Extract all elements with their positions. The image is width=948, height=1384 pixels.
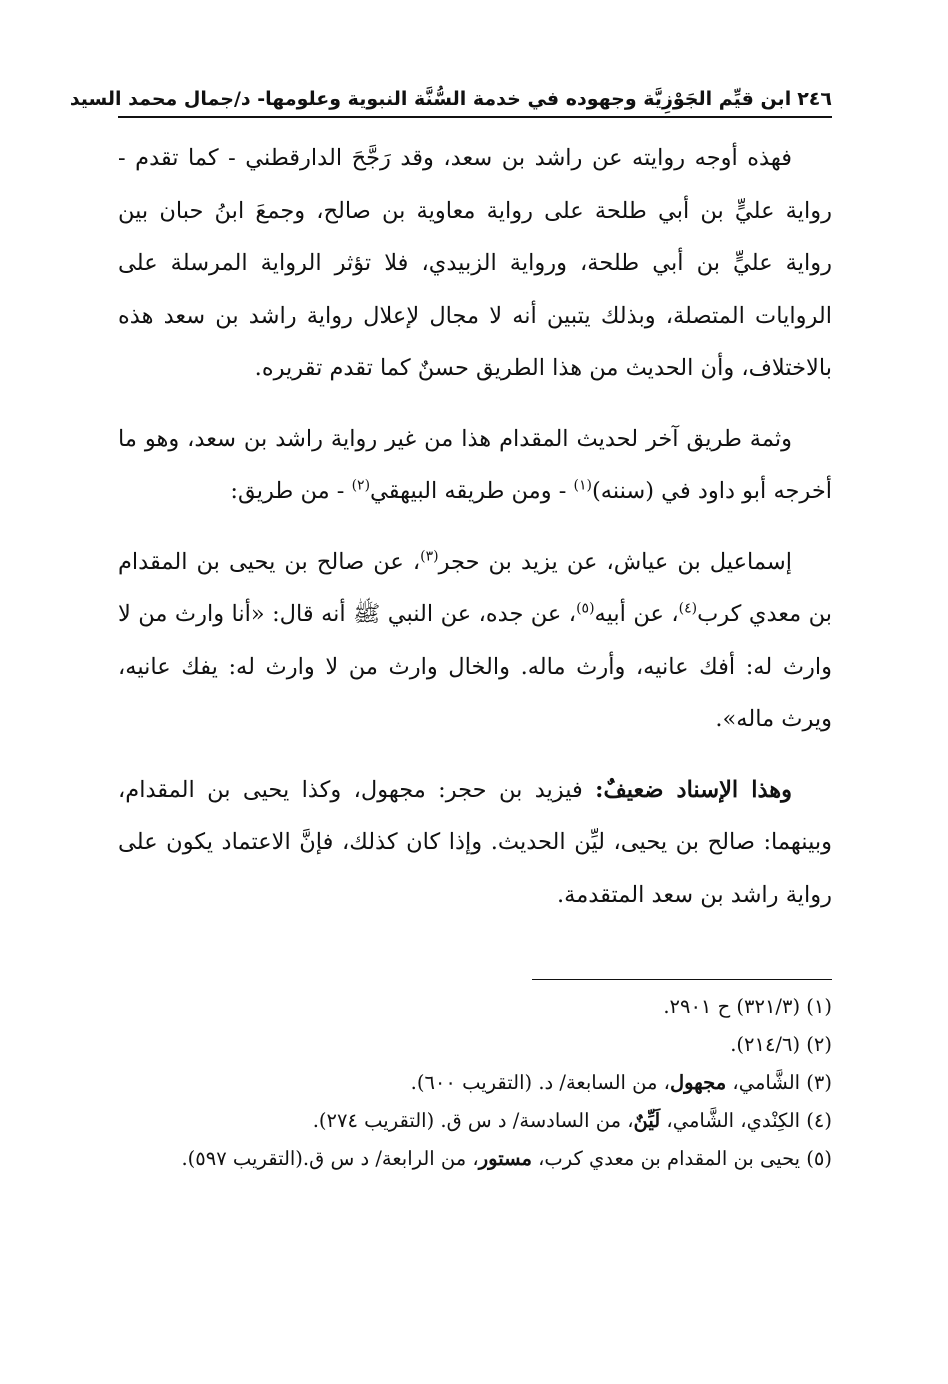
footnote-3-text-c: ، من السابعة/ د. (التقريب ٦٠٠). [410, 1071, 670, 1094]
footnote-ref-5[interactable]: (٥) [576, 600, 595, 617]
paragraph-3 [118, 536, 832, 746]
footnote-ref-4[interactable]: (٤) [678, 600, 698, 617]
paragraph-3-text-a: إسماعيل بن عياش، عن يزيد بن حجر [438, 548, 792, 575]
footnote-3-grade: مجهول [669, 1071, 727, 1094]
paragraph-4-bold-lead: وهذا الإسناد ضعيفٌ: [595, 776, 793, 803]
page-number: ٢٤٦ [797, 88, 832, 110]
paragraph-4-text: فيزيد بن حجر: مجهول، وكذا يحيى بن المقدام، وبينهما: صالح بن يحيى، ليِّن الحديث. وإذا كان كذلك، فإنَّ الاعتماد يكون على رواية راشد بن سعد المتقدمة. [118, 776, 832, 908]
footnote-4-text-a: (٤) الكِنْدي، الشَّامي، [660, 1109, 832, 1132]
paragraph-2-text-b: - ومن طريقه البيهقي [370, 478, 574, 504]
footnote-4 [118, 1102, 832, 1140]
footnote-ref-3[interactable]: (٣) [420, 548, 439, 564]
footnote-5-text-a: (٥) يحيى بن المقدام بن معدي كرب، [531, 1147, 832, 1170]
footnote-3 [118, 1064, 832, 1102]
footnote-1: (١) (٣٢١/٣) ح ٢٩٠١. [663, 995, 832, 1018]
running-header [69, 88, 832, 118]
footnote-4-text-c: ، من السادسة/ د س ق. (التقريب ٢٧٤). [312, 1109, 634, 1132]
paragraph-1: فهذه أوجه روايته عن راشد بن سعد، وقد رَجَّحَ الدارقطني - كما تقدم - رواية عليٍّ بن أبي طلحة على رواية معاوية بن صالح، وجمعَ ابنُ حبان بين رواية عليٍّ بن أبي طلحة، ورواية الزبيدي، فلا تؤثر الرواية المرسلة على الروايات المتصلة، وبذلك يتبين أنه لا مجال لإعلال رواية راشد بن سعد هذه بالاختلاف، وأن الحديث من هذا الطريق حسنٌ كما تقدم تقريره. [118, 145, 832, 381]
footnote-separator [532, 979, 832, 980]
paragraph-3-text-c: ، عن أبيه [594, 601, 679, 627]
paragraph-2 [118, 413, 832, 518]
footnotes [118, 988, 832, 1178]
paragraph-2-text-c: - من طريق: [230, 478, 352, 504]
main-text [118, 132, 832, 921]
footnote-ref-2[interactable]: (٢) [351, 477, 371, 494]
footnote-2: (٢) (٢١٤/٦). [730, 1033, 832, 1056]
paragraph-3-text-d: ، عن جده، عن النبي ﷺ أنه قال: «أنا وارث من لا وارث له: أفك عانيه، وأرث ماله. والخال وارث من لا وارث له: يفك عانيه، ويرث ماله». [118, 601, 832, 732]
running-title: ابن قيِّم الجَوْزِيَّة وجهوده في خدمة السُّنَّة النبوية وعلومها- د/جمال محمد السيد [69, 88, 792, 110]
footnote-5 [118, 1140, 832, 1178]
footnote-4-grade: لَيِّنٌ [633, 1109, 661, 1132]
paragraph-3-text-b: ، عن صالح بن يحيى بن المقدام بن معدي كرب [118, 548, 832, 627]
footnote-5-text-c: ، من الرابعة/ د س ق.(التقريب ٥٩٧). [181, 1147, 479, 1170]
footnote-3-text-a: (٣) الشَّامي، [726, 1071, 832, 1094]
footnote-ref-1[interactable]: (١) [573, 477, 592, 494]
book-page [69, 88, 832, 1178]
paragraph-2-text-a: وثمة طريق آخر لحديث المقدام هذا من غير رواية راشد بن سعد، وهو ما أخرجه أبو داود في (سننه) [118, 425, 832, 504]
paragraph-4 [118, 764, 832, 922]
footnote-5-grade: مستور [478, 1147, 532, 1170]
